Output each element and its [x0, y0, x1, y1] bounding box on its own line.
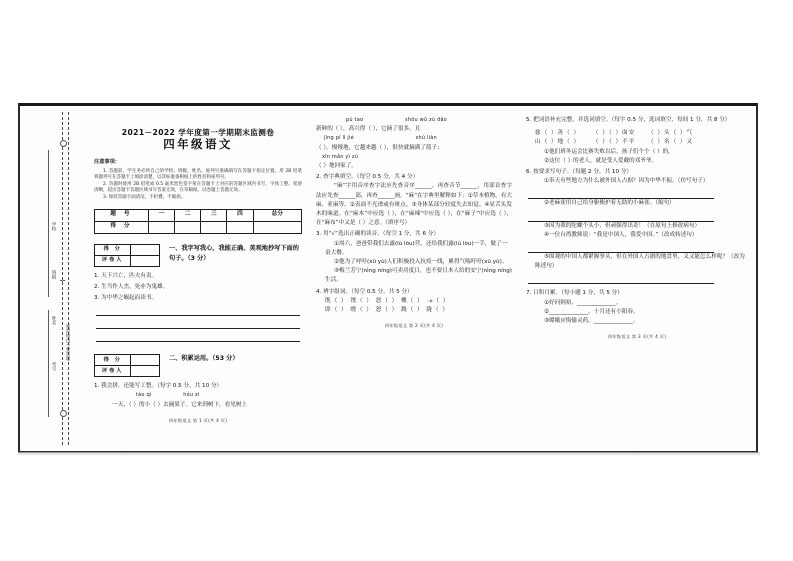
q5-fill-item-2: ②这位（ ）的老人，就是受人爱戴的邓爷爷。: [544, 157, 658, 164]
score-col-3: 三: [201, 209, 227, 221]
q5-blanks-row-2: [526, 138, 748, 147]
score-col-total: 总分: [253, 209, 301, 221]
q4-pairs-row-1: [316, 297, 512, 306]
q4-pairs-row-2: [316, 306, 512, 315]
q7-item-2[interactable]: ②______________，十月还有小阳春。: [544, 308, 639, 315]
score-col-2: 二: [175, 209, 201, 221]
q4-pair-xiao[interactable]: 晓（ ）: [350, 307, 373, 314]
grader-score-value[interactable]: [131, 244, 160, 255]
page-3-footer: 四年级语文 第 3 页(共 4 页): [607, 334, 667, 340]
grader-marker-label-2: 评卷人: [95, 366, 131, 377]
q5-blank-mingyou[interactable]: （ ）名（ ）又: [648, 139, 694, 146]
q6-stem: 6. 按要求写句子。（每题 2 分，共 10 分）: [526, 169, 633, 176]
q5-blank-touqi[interactable]: （ ）头（ ）气: [648, 130, 694, 137]
notice-heading: 注意事项：: [94, 159, 120, 166]
grader-row-score: [95, 244, 160, 255]
score-value-2[interactable]: [175, 221, 201, 233]
answer-line-1[interactable]: [96, 305, 300, 316]
notice-item-1: 1. 答题前，学生务必将自己的学校、班级、姓名、座列号准确填写在答题卡指定位置。用 2B 铅笔将题列号在答题卡上填涂清楚，以其标准备相纸上的姓名和座列号。: [94, 168, 302, 181]
q3-item-1: ①周六，爸爸带我们去露(lù lòu)营，还给我们露(lù lòu)一手，做了一桌大餐。: [325, 240, 508, 256]
answer-line-3[interactable]: [96, 331, 300, 342]
seal-cross-mark: ✛: [59, 277, 66, 285]
q5-blank-cishanshan[interactable]: 慈（ ）善（ ）: [535, 130, 581, 137]
q6-answer-line-4[interactable]: [528, 273, 714, 284]
q1-pinyin-xinmanyizu: xīn mǎn yì zú: [322, 153, 359, 160]
seal-label-name: 姓名: [51, 316, 56, 326]
q2-stem: 2. 查字典填空。（每空 0.5 分，共 4 分）: [316, 174, 419, 181]
q4-pair-ji2[interactable]: 即（ ）: [325, 307, 348, 314]
seal-label-examno: 考号: [51, 362, 56, 372]
seal-label-warning: 密封线内不要答题: [65, 324, 70, 361]
score-value-total[interactable]: [253, 221, 301, 233]
q5-blank-shandi[interactable]: 山（ ）地（ ）: [535, 139, 581, 146]
page-2-footer: 四年级语文 第 2 页(共 4 页): [384, 323, 444, 329]
q1-pinyin-row-4: [316, 153, 512, 162]
q5-fill-item-1: ①他们班冬运会比赛失败以后，孩子们个个（ ）的。: [544, 148, 674, 155]
exam-subject: 四年级语文: [163, 137, 233, 152]
q6-item-2: ②老麻雀用自己给身躯掩护着无助的小麻雀。（缩句）: [544, 200, 675, 207]
q5-blank-mianan[interactable]: （ ）（ ）面安: [592, 130, 636, 137]
q3-item-3: ③梅兰芳宁(nìng níng)可卖房度日，也不要日本人给的安宁(nìng níng)生活。: [325, 268, 512, 284]
q4-pair-long2[interactable]: 陇（ ）: [426, 307, 449, 314]
grader-box-section-one: [94, 244, 160, 267]
q6-item-3: ③因为我的陀螺个头小，但顽强得出奇！（在原句上修改病句）: [544, 222, 701, 229]
q1-pinyin-row-3: [316, 134, 512, 143]
q1-pinyin-row-1: [94, 391, 302, 400]
score-value-3[interactable]: [201, 221, 227, 233]
q2-body: “麻”字用音序查字法应先查音序______，再查音节______，用部首查字法应先查______部，再查______画。“麻”在字典里解释如下：①草本植物，有大麻、亚麻等。②表面不光滑或有斑点。③身体某部分轻度失去知觉。④显舌头发木的味道。在“麻木”中应选（ ），在“麻辣”中应选（ ），在“麻子”中应选（ ），在“麻布”中又是（ ）之意。（填序号）: [316, 183, 512, 227]
notice-item-2: 2. 答题时使用 2B 铅笔或 0.5 毫米黑色签字笔在答题卡上对应的答题区域内书写，字体工整、笔迹清晰，超出答题卡答题区域书写答案无效，在草稿纸、试卷题上答题无效。: [94, 181, 302, 194]
score-col-4: 四: [227, 209, 253, 221]
q4-pair-gai2[interactable]: 溉（ ）: [401, 307, 424, 314]
q4-pair-nu[interactable]: 怒（ ）: [375, 297, 399, 304]
page-3-column: [526, 114, 748, 445]
answer-line-2[interactable]: [96, 318, 300, 329]
q6-answer-line-3[interactable]: [528, 242, 714, 253]
grader-row-marker: [95, 255, 160, 266]
scan-edge-shadow: [18, 452, 760, 456]
score-table: [94, 209, 302, 234]
q5-blanks-row-1: [526, 129, 748, 138]
score-table-row-label-number: 题 号: [95, 209, 149, 221]
q5-stem: 5. 把词语补充完整，并选词填空。（每字 0.5 分，选词填空，每间 1 分，共 8 分）: [526, 117, 731, 123]
grader-row-marker-2: [95, 366, 160, 377]
seal-label-class: 班级: [51, 270, 56, 280]
q4-pair-rao[interactable]: 饶（ ）: [350, 297, 373, 304]
q1-pinyin-shulian: shú liàn: [415, 135, 437, 142]
q1-stem: 1. 我会拼，还能写工整。（每字 0.5 分，共 10 分）: [94, 383, 223, 390]
q1-pinyin-houzi: hóu zi: [183, 392, 200, 399]
q3-item-2: ②他为了呼吁(xū yù)人们积极投入抗疫一线，累得气喘吁吁(xū yù)。: [334, 259, 508, 266]
notice-item-3: 3. 保持答题卡面清洁，不折叠，不破损。: [103, 194, 186, 200]
score-table-header-row: [95, 209, 302, 221]
grader-marker-label: 评卷人: [95, 255, 131, 266]
q1-pinyin-taoqi: táo qì: [136, 392, 152, 399]
grader-box-section-two: [94, 354, 160, 377]
scanned-exam-sheet: [18, 103, 758, 453]
q6-answer-line-1[interactable]: [528, 188, 714, 199]
grader-score-value-2[interactable]: [131, 355, 160, 366]
seal-circle-top: [60, 140, 67, 147]
q7-item-3[interactable]: ③嫦娥应悔偷灵药，______________。: [544, 318, 639, 325]
q1-text-row-3: （ ）。慢慢地，它越来越（ ），很快就摘满了篮子；: [316, 144, 443, 151]
score-col-1: 一: [148, 209, 174, 221]
q1-text-row-1: 一天，（ ）的小（ ）去摘果子。它来到树下，看见树上: [112, 401, 248, 408]
q1-pinyin-row-2: [316, 116, 512, 125]
q7-stem: 7. 日积月累。（每小题 1 分，共 5 分）: [526, 290, 623, 297]
section-one-item-3: 3. 为中华之崛起而读书。: [94, 294, 158, 301]
section-two-title: 二、积累运用。（53 分）: [169, 355, 239, 363]
exam-title: 2021－2022 学年度第一学期期末监测卷: [121, 128, 275, 137]
q4-pair-gai[interactable]: 概（ ）: [401, 297, 424, 304]
q6-item-1: ①奉天有些地方为什么被外国人占据？因为中华不振。（仿写句子）: [544, 178, 709, 185]
section-one-header: [94, 244, 302, 267]
q3-stem: 3. 用“√”选出正确的读音。（每空 1 分，共 6 分）: [316, 231, 439, 238]
q4-pair-long[interactable]: ం（ ）: [426, 297, 450, 304]
grader-row-score-2: [95, 355, 160, 366]
q1-text-row-4: （ ）地回家了。: [316, 163, 357, 170]
seal-circle-bottom: [60, 410, 67, 417]
seal-binding-strip: [42, 110, 88, 447]
grader-score-label: 得 分: [95, 244, 131, 255]
page-2-column: [316, 114, 512, 445]
grader-marker-value-2[interactable]: [131, 366, 160, 377]
score-value-4[interactable]: [227, 221, 253, 233]
q6-item-4: ④一位台湾教师说：“我是中国人，我爱中国。”（改成转述句）: [544, 231, 698, 238]
q6-item-5: ⑤围观的中国人都紧握拳头，但在外国人占据的地盘里，又又能怎么样呢？（改为陈述句）: [535, 254, 745, 270]
q4-pair-shu[interactable]: 恕（ ）: [375, 307, 399, 314]
section-two-header: [94, 354, 302, 377]
q7-item-1[interactable]: ①好问则裕，______________。: [544, 299, 622, 306]
q5-blank-buping[interactable]: （ ）（ ）不平: [592, 139, 636, 146]
score-table-value-row: [95, 221, 302, 233]
section-one-item-1: 1. 天下兴亡，匹夫有责。: [94, 272, 158, 279]
seal-label-school: 学校: [51, 222, 56, 232]
page-1-column: [94, 114, 302, 445]
score-table-row-label-score: 得 分: [95, 221, 149, 233]
q6-answer-line-2[interactable]: [528, 211, 714, 222]
q1-pinyin-jingpilijie: jīng pí lì jié: [324, 135, 354, 142]
seal-dashed-line-b: [68, 112, 69, 445]
q1-pinyin-shouwuzudao: shǒu wǔ zú dǎo: [405, 117, 447, 123]
q1-pinyin-putao: pú tao: [346, 117, 364, 123]
grader-score-label-2: 得 分: [95, 355, 131, 366]
page-1-footer: 四年级语文 第 1 页(共 4 页): [168, 417, 228, 423]
score-value-1[interactable]: [148, 221, 174, 233]
q4-pair-ji[interactable]: 既（ ）: [325, 297, 348, 304]
section-one-title: 一、我字写我心，我能正确、美观地抄写下面的句子。（3 分）: [169, 244, 299, 263]
section-one-item-2: 2. 生当作人杰，死亦为鬼雄。: [94, 283, 169, 290]
q1-text-row-2: 新鲜的（ ），高兴得（ ），它摘了很多。且: [316, 126, 421, 133]
grader-marker-value[interactable]: [131, 255, 160, 266]
q4-stem: 4. 辨字组词。（每空 0.5 分，共 5 分）: [316, 288, 413, 295]
